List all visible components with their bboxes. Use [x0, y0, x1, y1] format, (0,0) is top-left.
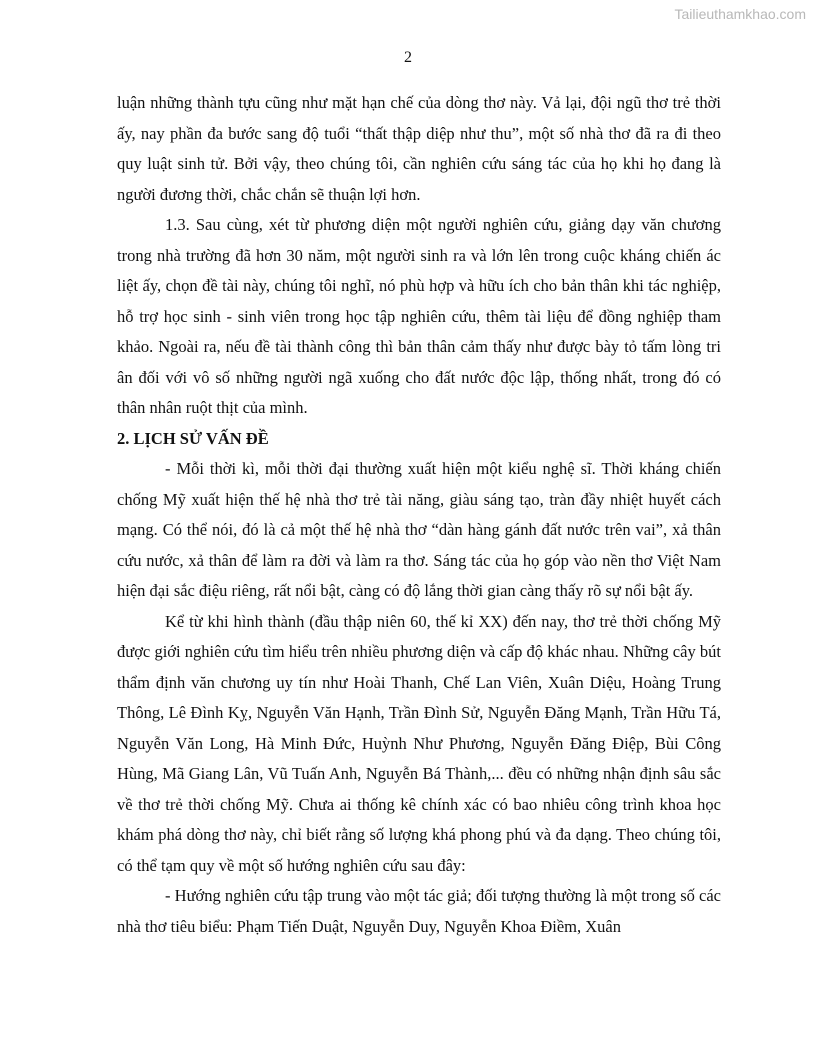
paragraph-research-direction: - Hướng nghiên cứu tập trung vào một tác giả; đối tượng thường là một trong số các nhà thơ tiêu biểu: Phạm Tiến Duật, Nguyễn Duy, Nguyễn Khoa Điềm, Xuân [117, 886, 721, 936]
paragraph-continuation: luận những thành tựu cũng như mặt hạn chế của dòng thơ này. Vả lại, đội ngũ thơ trẻ thời ấy, nay phần đa bước sang độ tuổi “thất thập diệp như thu”, một số nhà thơ đã ra đi theo quy luật sinh tử. Bởi vậy, theo chúng tôi, cần nghiên cứu sáng tác của họ khi họ đang là người đương thời, chắc chắn sẽ thuận lợi hơn. [117, 93, 721, 204]
paragraph-era-artists: - Mỗi thời kì, mỗi thời đại thường xuất hiện một kiểu nghệ sĩ. Thời kháng chiến chống Mỹ xuất hiện thế hệ nhà thơ trẻ tài năng, giàu sáng tạo, tràn đầy nhiệt huyết cách mạng. Có thể nói, đó là cả một thế hệ nhà thơ “dàn hàng gánh đất nước trên vai”, xả thân cứu nước, xả thân để làm ra đời và làm ra thơ. Sáng tác của họ góp vào nền thơ Việt Nam hiện đại sắc điệu riêng, rất nổi bật, càng có độ lắng thời gian càng thấy rõ sự nổi bật ấy. [117, 459, 721, 600]
paragraph-1-3: 1.3. Sau cùng, xét từ phương diện một người nghiên cứu, giảng dạy văn chương trong nhà trường đã hơn 30 năm, một người sinh ra và lớn lên trong cuộc kháng chiến ác liệt ấy, chọn đề tài này, chúng tôi nghĩ, nó phù hợp và hữu ích cho bản thân khi tác nghiệp, hỗ trợ học sinh - sinh viên trong học tập nghiên cứu, thêm tài liệu để đồng nghiệp tham khảo. Ngoài ra, nếu đề tài thành công thì bản thân cảm thấy như được bày tỏ tấm lòng tri ân đối với vô số những người ngã xuống cho đất nước độc lập, thống nhất, trong đó có thân nhân ruột thịt của mình. [117, 215, 721, 417]
paragraph-research-history: Kể từ khi hình thành (đầu thập niên 60, thế kỉ XX) đến nay, thơ trẻ thời chống Mỹ được giới nghiên cứu tìm hiểu trên nhiều phương diện và cấp độ khác nhau. Những cây bút thẩm định văn chương uy tín như Hoài Thanh, Chế Lan Viên, Xuân Diệu, Hoàng Trung Thông, Lê Đình Kỵ, Nguyễn Văn Hạnh, Trần Đình Sử, Nguyễn Đăng Mạnh, Trần Hữu Tá, Nguyễn Văn Long, Hà Minh Đức, Huỳnh Như Phương, Nguyễn Đăng Điệp, Bùi Công Hùng, Mã Giang Lân, Vũ Tuấn Anh, Nguyễn Bá Thành,... đều có những nhận định sâu sắc về thơ trẻ thời chống Mỹ. Chưa ai thống kê chính xác có bao nhiêu công trình khoa học khám phá dòng thơ này, chỉ biết rằng số lượng khá phong phú và đa dạng. Theo chúng tôi, có thể tạm quy về một số hướng nghiên cứu sau đây: [117, 611, 721, 875]
section-heading: 2. LỊCH SỬ VẤN ĐỀ [117, 428, 269, 448]
page-number: 2 [404, 49, 412, 66]
document-body [117, 88, 721, 942]
watermark: Tailieuthamkhao.com [674, 6, 806, 22]
